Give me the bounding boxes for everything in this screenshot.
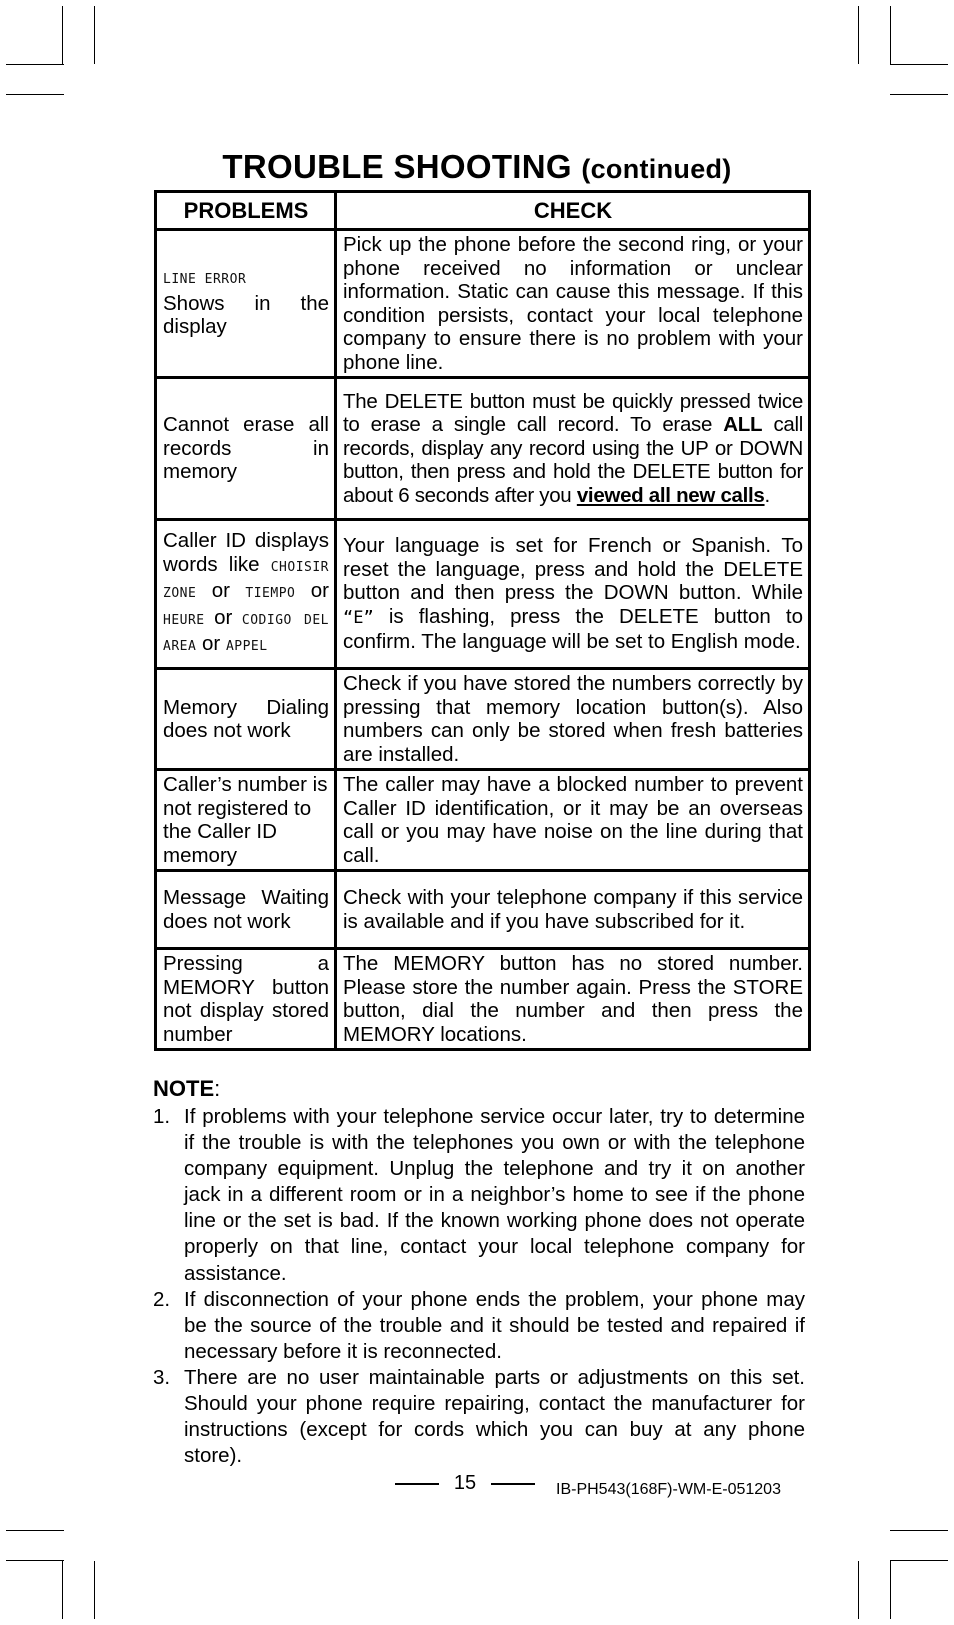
check-cell: The MEMORY button has no stored number. Please store the number again. Press the STORE button, dial the number and then press the MEMORY locations. [336,949,810,1050]
lcd-symbol: “E” [343,607,374,628]
problem-cell [156,230,336,378]
note-heading [153,1076,220,1102]
check-text: The DELETE button must be quickly pressed twice to erase a single call record. To erase [343,389,803,437]
troubleshooting-table [154,190,811,1051]
page-title-suffix: (continued) [581,154,732,184]
problem-text: or [202,632,221,656]
table-row [156,949,810,1050]
lcd-text: HEURE [163,612,205,628]
page-number: 15 [453,1472,477,1494]
problem-cell: Message Waiting does not work [156,871,336,949]
table-row [156,871,810,949]
table-row [156,378,810,520]
header-check: CHECK [336,192,810,230]
table-row [156,230,810,378]
page-number-block [395,1472,535,1494]
check-text: Your language is set for French or Spanish. To reset the language, press and hold the DELETE button and then press the DOWN button. While [343,534,803,605]
table-header-row [156,192,810,230]
header-problems: PROBLEMS [156,192,336,230]
lcd-text: APPEL [225,639,268,655]
table-row [156,669,810,770]
lcd-text: CHOISIR ZONE [163,559,330,602]
check-text: is flashing, press the DELETE button to confirm. The language will be set to English mode. [343,604,803,654]
check-cell: The caller may have a blocked number to prevent Caller ID identification, or it may be an overseas call or you may have noise on the line during that call. [336,770,810,871]
check-text: . [764,483,770,507]
problem-cell [156,520,336,669]
list-item [153,1365,805,1469]
problem-cell: Memory Dialing does not work [156,669,336,770]
problem-text: or [214,605,233,629]
lcd-text: TIEMPO [245,586,296,602]
check-cell: Pick up the phone before the second ring, or your phone received no information or unclear information. Static can cause this message. If this condition persists, contact your local telephone company to ensure there is no problem with your phone line. [336,230,810,378]
check-cell [336,378,810,520]
check-emphasis: ALL [723,413,763,437]
check-emphasis-underlined: viewed all new calls [576,483,765,507]
page-title-main: TROUBLE SHOOTING [222,148,572,185]
list-number: 3. [153,1365,171,1389]
page-number-dash [491,1483,535,1485]
table-row [156,770,810,871]
table-row [156,520,810,669]
list-item [153,1104,805,1287]
list-item [153,1287,805,1365]
lcd-text: LINE ERROR [163,272,247,288]
problem-text: or [310,579,330,603]
document-code: IB-PH543(168F)-WM-E-051203 [556,1481,781,1498]
list-text: If disconnection of your phone ends the problem, your phone may be the source of the trouble and it should be tested and repaired if necessary before it is reconnected. [184,1287,805,1363]
note-colon: : [214,1076,221,1101]
problem-text: or [211,579,230,603]
lcd-text: CODIGO DEL AREA [163,612,329,655]
problem-cell: Pressing a MEMORY button not display stored number [156,949,336,1050]
note-label: NOTE [153,1076,215,1101]
problem-cell: Cannot erase all records in memory [156,378,336,520]
check-text: call records, display any record using the UP or DOWN button, then press and hold the DELETE button for about 6 seconds after you [343,413,803,507]
check-cell: Check if you have stored the numbers correctly by pressing that memory location button(s). Also numbers can only be stored when fresh batteries are installed. [336,669,810,770]
list-text: If problems with your telephone service occur later, try to determine if the trouble is with the telephones you own or with the telephone company equipment. Unplug the telephone and try it on another jack in a different room or in a neighbor’s home to see if the phone line or the set is bad. If the known working phone does not operate properly on that line, contact your local telephone company for assistance. [184,1105,805,1285]
list-number: 2. [153,1287,171,1311]
page-number-dash [395,1483,439,1485]
check-cell: Check with your telephone company if this service is available and if you have subscribed for it. [336,871,810,949]
problem-cell: Caller’s number is not registered to the Caller ID memory [156,770,336,871]
note-list [153,1104,805,1469]
check-cell [336,520,810,669]
page-title [0,148,954,186]
problem-text: Caller ID displays words like [163,529,329,576]
list-text: There are no user maintainable parts or adjustments on this set. Should your phone require repairing, contact the manufacturer for instructions (except for cords which you can buy at any phone store). [184,1365,805,1468]
problem-text: Shows in the display [163,291,329,339]
list-number: 1. [153,1105,171,1128]
